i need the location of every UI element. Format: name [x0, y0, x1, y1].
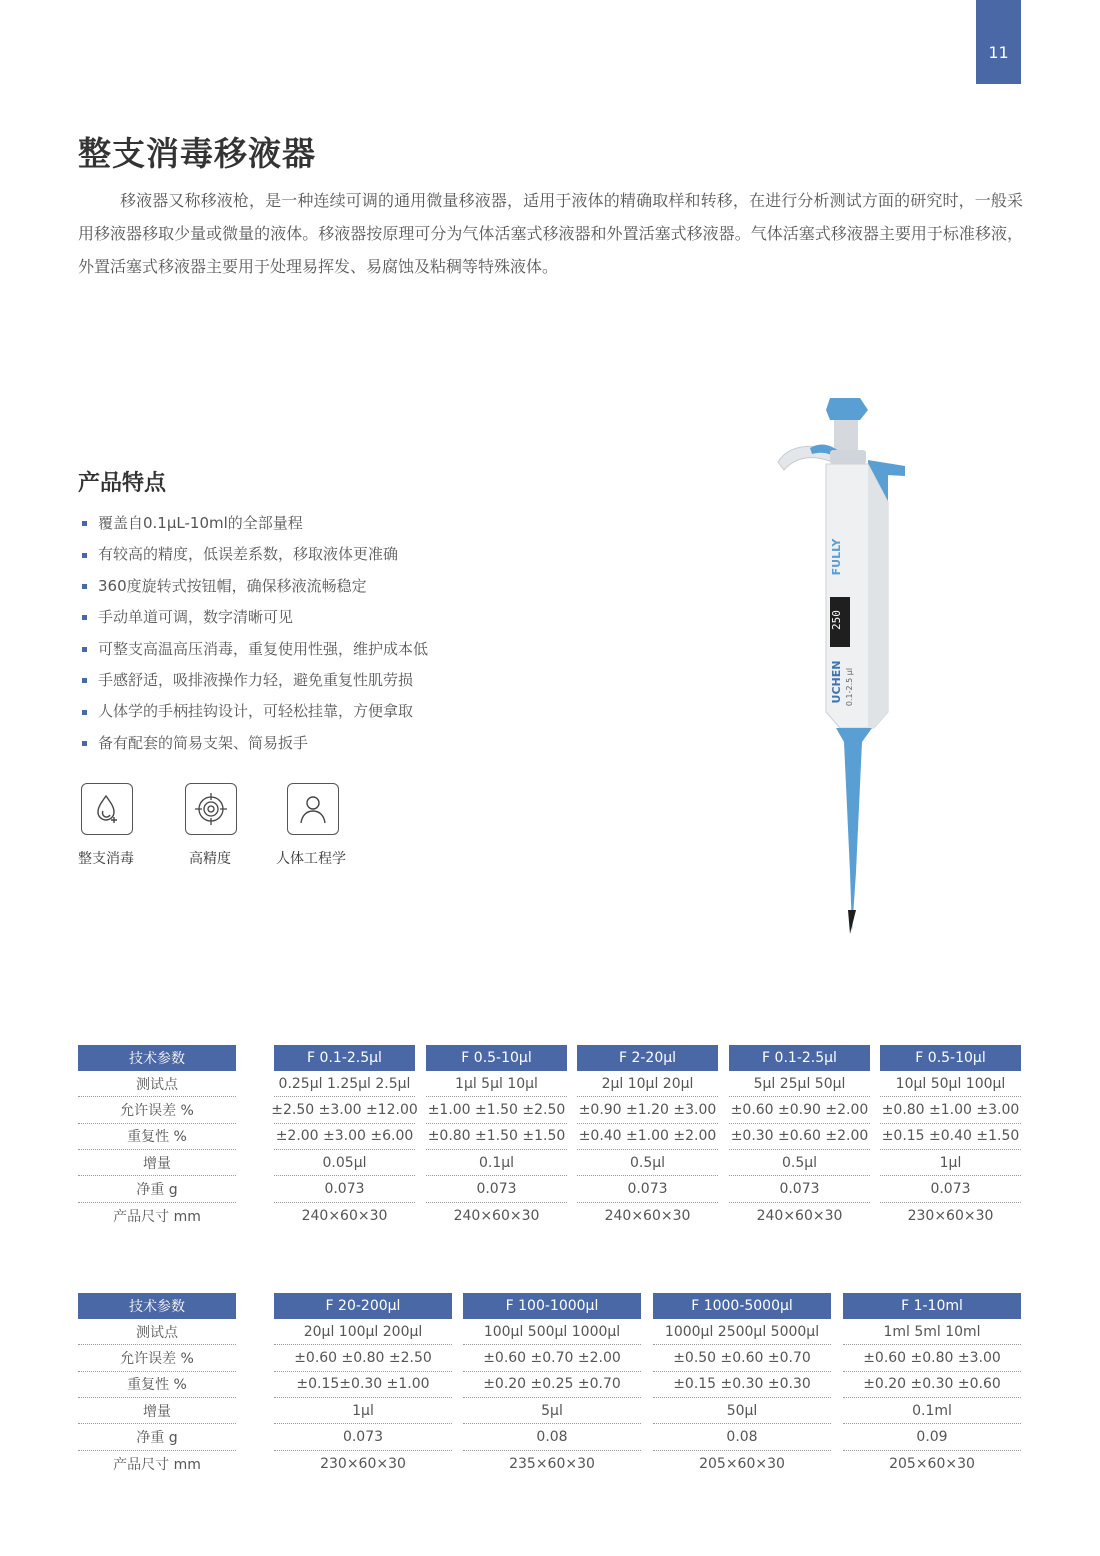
- bullet-icon: [82, 741, 87, 746]
- bullet-icon: [82, 647, 87, 652]
- table-cell: ±0.80 ±1.50 ±1.50: [426, 1124, 567, 1150]
- table-cell: ±2.00 ±3.00 ±6.00: [274, 1124, 415, 1150]
- table-cell: ±0.15 ±0.40 ±1.50: [880, 1124, 1021, 1150]
- table-cell: 0.1ml: [843, 1398, 1021, 1424]
- table-header-label: 技术参数: [78, 1045, 236, 1071]
- table-cell: 1μl: [274, 1398, 452, 1424]
- model-header: F 2-20μl: [577, 1045, 718, 1071]
- table-cell: ±1.00 ±1.50 ±2.50: [426, 1098, 567, 1124]
- table-cell: ±0.20 ±0.30 ±0.60: [843, 1372, 1021, 1398]
- volume-display: 250: [830, 610, 843, 630]
- row-label: 增量: [78, 1150, 236, 1176]
- table-cell: 1000μl 2500μl 5000μl: [653, 1319, 831, 1345]
- icon-label: 人体工程学: [276, 851, 346, 867]
- row-label: 重复性 %: [78, 1372, 236, 1398]
- intro-paragraph: 移液器又称移液枪，是一种连续可调的通用微量移液器，适用于液体的精确取样和转移，在进行分析测试方面的研究时，一般采用移液器移取少量或微量的液体。移液器按原理可分为气体活塞式移液器和外置活塞式移液器。气体活塞式移液器主要用于标准移液，外置活塞式移液器主要用于处理易挥发、易腐蚀及粘稠等特殊液体。: [78, 191, 1023, 276]
- table-cell: ±0.80 ±1.00 ±3.00: [880, 1098, 1021, 1124]
- bullet-icon: [82, 521, 87, 526]
- row-label: 增量: [78, 1398, 236, 1424]
- table-cell: ±0.20 ±0.25 ±0.70: [463, 1372, 641, 1398]
- model-header: F 20-200μl: [274, 1293, 452, 1319]
- table-cell: ±0.60 ±0.90 ±2.00: [729, 1098, 870, 1124]
- feature-item: 备有配套的简易支架、简易扳手: [82, 728, 428, 759]
- table-cell: 0.25μl 1.25μl 2.5μl: [274, 1071, 415, 1097]
- table-cell: 5μl: [463, 1398, 641, 1424]
- droplet-sterilize-icon: [81, 783, 133, 835]
- table-cell: 10μl 50μl 100μl: [880, 1071, 1021, 1097]
- table-cell: 230×60×30: [907, 1207, 994, 1224]
- bullet-icon: [82, 710, 87, 715]
- table-cell: 205×60×30: [699, 1455, 785, 1472]
- feature-item: 手感舒适，吸排液操作力轻，避免重复性肌劳损: [82, 665, 428, 696]
- table-cell: 0.1μl: [426, 1150, 567, 1176]
- page-number: 11: [988, 43, 1009, 62]
- row-label: 测试点: [78, 1071, 236, 1097]
- bullet-icon: [82, 615, 87, 620]
- bullet-icon: [82, 553, 87, 558]
- icon-label: 整支消毒: [78, 851, 134, 867]
- table-cell: 50μl: [653, 1398, 831, 1424]
- table-cell: 240×60×30: [756, 1207, 843, 1224]
- bullet-icon: [82, 584, 87, 589]
- table-cell: 0.073: [729, 1177, 870, 1203]
- table-cell: 205×60×30: [889, 1455, 975, 1472]
- table-cell: 240×60×30: [453, 1207, 540, 1224]
- model-header: F 0.1-2.5μl: [729, 1045, 870, 1071]
- table-cell: ±0.60 ±0.70 ±2.00: [463, 1346, 641, 1372]
- model-header: F 1-10ml: [843, 1293, 1021, 1319]
- target-precision-icon: [185, 783, 237, 835]
- table-cell: 0.08: [653, 1425, 831, 1451]
- row-label: 净重 g: [78, 1425, 236, 1451]
- row-label: 测试点: [78, 1319, 236, 1345]
- table-cell: 0.05μl: [274, 1150, 415, 1176]
- feature-item: 人体学的手柄挂钩设计，可轻松挂靠，方便拿取: [82, 696, 428, 727]
- table-cell: 1μl: [880, 1150, 1021, 1176]
- table-header-label: 技术参数: [78, 1293, 236, 1319]
- table-cell: ±0.90 ±1.20 ±3.00: [577, 1098, 718, 1124]
- row-label: 产品尺寸 mm: [113, 1208, 201, 1225]
- feature-item: 360度旋转式按钮帽，确保移液流畅稳定: [82, 571, 428, 602]
- table-cell: 0.073: [274, 1425, 452, 1451]
- table-cell: ±0.40 ±1.00 ±2.00: [577, 1124, 718, 1150]
- page-number-tab: [976, 0, 1021, 84]
- table-cell: 1ml 5ml 10ml: [843, 1319, 1021, 1345]
- table-cell: ±0.60 ±0.80 ±2.50: [274, 1346, 452, 1372]
- features-list: [82, 508, 428, 759]
- maker-label: UCHEN: [830, 660, 843, 704]
- page-title: 整支消毒移液器: [78, 134, 316, 173]
- model-header: F 0.1-2.5μl: [274, 1045, 415, 1071]
- feature-item: 有较高的精度，低误差系数，移取液体更准确: [82, 539, 428, 570]
- table-cell: ±0.60 ±0.80 ±3.00: [843, 1346, 1021, 1372]
- pipette-product-image: [770, 392, 910, 937]
- person-ergonomic-icon: [287, 783, 339, 835]
- table-cell: 235×60×30: [509, 1455, 595, 1472]
- table-cell: 1μl 5μl 10μl: [426, 1071, 567, 1097]
- feature-item: 覆盖自0.1μL-10ml的全部量程: [82, 508, 428, 539]
- bullet-icon: [82, 678, 87, 683]
- table-cell: 100μl 500μl 1000μl: [463, 1319, 641, 1345]
- features-heading: 产品特点: [78, 471, 167, 496]
- table-cell: 20μl 100μl 200μl: [274, 1319, 452, 1345]
- table-cell: 5μl 25μl 50μl: [729, 1071, 870, 1097]
- model-header: F 100-1000μl: [463, 1293, 641, 1319]
- table-cell: ±2.50 ±3.00 ±12.00: [274, 1098, 415, 1124]
- row-label: 净重 g: [78, 1177, 236, 1203]
- row-label: 允许误差 %: [78, 1098, 236, 1124]
- table-cell: ±0.15 ±0.30 ±0.30: [653, 1372, 831, 1398]
- table-cell: ±0.15±0.30 ±1.00: [274, 1372, 452, 1398]
- table-cell: 230×60×30: [320, 1455, 406, 1472]
- table-cell: 0.09: [843, 1425, 1021, 1451]
- range-label: 0.1-2.5 μl: [845, 667, 854, 707]
- brand-label: FULLY: [830, 538, 843, 576]
- table-cell: 240×60×30: [604, 1207, 691, 1224]
- feature-item: 可整支高温高压消毒，重复使用性强，维护成本低: [82, 634, 428, 665]
- row-label: 重复性 %: [78, 1124, 236, 1150]
- table-cell: 2μl 10μl 20μl: [577, 1071, 718, 1097]
- table-cell: 240×60×30: [301, 1207, 388, 1224]
- row-label: 产品尺寸 mm: [113, 1456, 201, 1473]
- table-cell: 0.073: [274, 1177, 415, 1203]
- model-header: F 1000-5000μl: [653, 1293, 831, 1319]
- table-cell: ±0.30 ±0.60 ±2.00: [729, 1124, 870, 1150]
- table-cell: 0.5μl: [729, 1150, 870, 1176]
- row-label: 允许误差 %: [78, 1346, 236, 1372]
- table-cell: 0.073: [426, 1177, 567, 1203]
- table-cell: ±0.50 ±0.60 ±0.70: [653, 1346, 831, 1372]
- model-header: F 0.5-10μl: [426, 1045, 567, 1071]
- table-cell: 0.073: [577, 1177, 718, 1203]
- table-cell: 0.08: [463, 1425, 641, 1451]
- icon-label: 高精度: [189, 851, 231, 867]
- table-cell: 0.5μl: [577, 1150, 718, 1176]
- table-cell: 0.073: [880, 1177, 1021, 1203]
- model-header: F 0.5-10μl: [880, 1045, 1021, 1071]
- feature-item: 手动单道可调，数字清晰可见: [82, 602, 428, 633]
